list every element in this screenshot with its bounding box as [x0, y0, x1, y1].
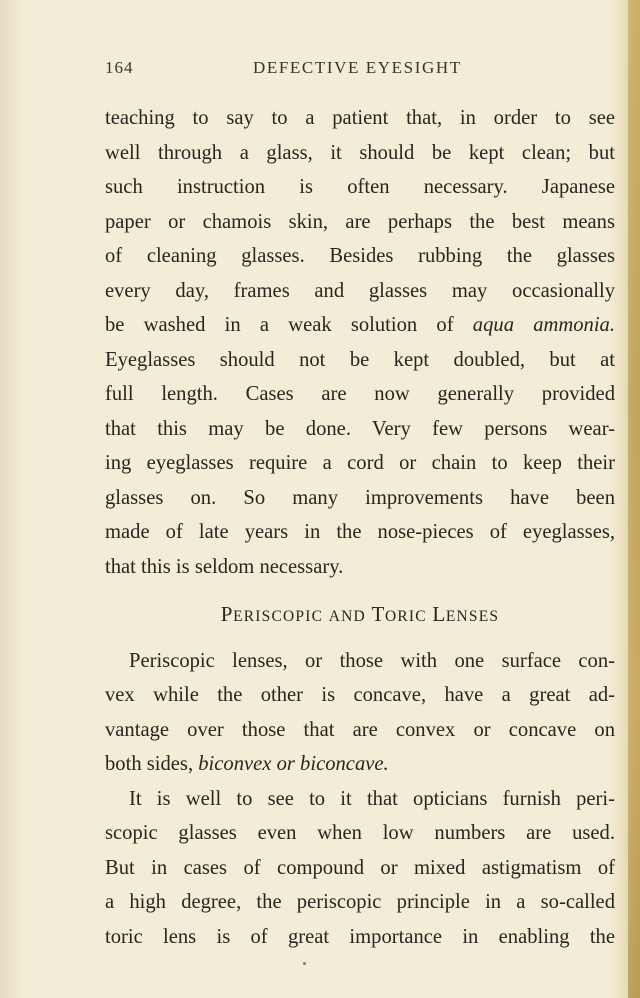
text-line: a high degree, the periscopic principle in a so-called: [105, 891, 615, 913]
page-number: 164: [105, 58, 134, 77]
text-line: vex while the other is concave, have a great ad-: [105, 684, 615, 706]
text-line: well through a glass, it should be kept clean; but: [105, 141, 615, 164]
body-text: [105, 101, 615, 954]
italic-term: biconvex: [198, 753, 272, 775]
section-heading: PERISCOPIC AND TORIC LENSES: [220, 602, 500, 626]
text-line: that this may be done. Very few persons wear-: [105, 417, 615, 440]
text-line: Periscopic lenses, or those with one surface con-: [129, 649, 615, 672]
running-head: DEFECTIVE EYESIGHT: [253, 58, 462, 77]
text-segment: be washed in a weak solution of: [105, 314, 473, 336]
text-line: teaching to say to a patient that, in order to see: [105, 107, 615, 129]
text-line: that this is seldom necessary.: [105, 555, 344, 578]
text-line: Eyeglasses should not be kept doubled, but at: [105, 348, 615, 371]
text-line: ing eyeglasses require a cord or chain to keep their: [105, 452, 615, 474]
italic-term: biconcave.: [300, 753, 389, 775]
page-header: [105, 58, 615, 86]
text-line: made of late years in the nose-pieces of eyeglasses,: [105, 521, 615, 543]
text-line: [105, 308, 615, 343]
text-line: paper or chamois skin, are perhaps the best means: [105, 210, 615, 233]
page-edge-shadow: [628, 0, 640, 998]
text-line: vantage over those that are convex or concave on: [105, 718, 615, 741]
text-segment: or: [271, 753, 301, 775]
text-line: [105, 747, 615, 782]
italic-term: aqua ammonia.: [472, 314, 615, 336]
text-line: scopic glasses even when low numbers are used.: [105, 822, 615, 844]
page-speck: [303, 962, 306, 965]
text-line: It is well to see to it that opticians furnish peri-: [129, 787, 615, 810]
text-line: But in cases of compound or mixed astigmatism of: [105, 856, 615, 879]
text-line: every day, frames and glasses may occasionally: [105, 279, 615, 302]
text-segment: both sides,: [105, 753, 199, 775]
text-line: full length. Cases are now generally provided: [105, 383, 615, 405]
text-line: of cleaning glasses. Besides rubbing the glasses: [105, 245, 615, 267]
text-line: glasses on. So many improvements have been: [105, 486, 615, 509]
text-line: such instruction is often necessary. Japanese: [105, 176, 615, 198]
text-line: toric lens is of great importance in enabling the: [105, 925, 615, 948]
